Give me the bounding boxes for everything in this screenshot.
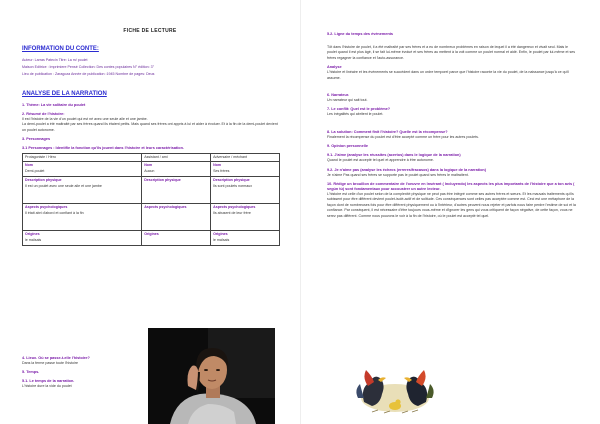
question-commentary: 10. Rédige un brouillon de commentaire de l'oeuvre en Insérant ( Incluyendo) les aspects les plus importants de l'histoire que a ton avis ( según tú) sont fondamentaux pour accoustrer un autre lecteur. xyxy=(327,182,575,192)
table-header-adversary: Adversaire / méchant xyxy=(211,153,280,161)
cell-value: Il était abri d'abord et confiant à la fin xyxy=(25,211,84,216)
analysis-text: L'histoire et linéaire et les événements se succèdent dans un ordre temporel parce que l'histoire raconte la vie du poulet, de la naissance jusqu'à ce qu'il assume. xyxy=(327,70,569,80)
cell-heading: Description physique xyxy=(144,178,181,183)
table-cell xyxy=(142,203,211,230)
table-cell xyxy=(23,203,142,230)
table-cell xyxy=(211,203,280,230)
question-summary: 2. Résumé de l'histoire: xyxy=(22,111,65,116)
meta-line-publisher: Maison Editrice : Imprimiere Pensé Collection: Des contes populaires N° édition: 3° xyxy=(22,64,155,69)
question-opinion: 9. Opinion personnelle xyxy=(327,144,368,149)
cell-heading: Description physique xyxy=(213,178,250,183)
summary-text-1: Il est l'histoire de la vie d'un poulet qui est né avec une seule aile et une jambe. xyxy=(22,116,148,121)
webcam-overlay xyxy=(148,328,275,424)
table-row xyxy=(23,230,280,245)
question-timeline: 5.2. Ligne du temps des événements xyxy=(327,32,394,36)
roosters-illustration xyxy=(352,358,438,418)
cell-heading: Nom xyxy=(25,163,33,168)
question-places: 4. Lieux. Où se passe-t-elle l'histoire? xyxy=(22,356,90,360)
commentary-text: L'histoire est celle d'un poulet selon de la complexité physique ne peut pas être intégré comme ses autres frères et sœurs. Et les mauvais traitements qu'ils subissent pour être différent devient poulet-isolé-actif et de solitude. Ces conséquences sont celles pas acceptée comme est. Ceci est une métaphore de la façon dont de nombreuses fois pour être différent physiquement ou à l'intérieur, d'autres peuvent nous rejeter et parfois nous faire perdre l'estime de soi et la confiance. Par conséquent, il est nécessaire d'être toujours vous-même et d'ignorer les gens qui vous critiquent de façon négative, de cette façon, vous ne serez pas différent. Comme nous pouvons le voir à la fin de l'histoire, où le poulet est accepté tel quel. xyxy=(327,192,576,218)
cell-value: Ils sont poulets normaux xyxy=(213,184,253,189)
table-cell xyxy=(211,230,280,245)
question-characters: 3. Personnages xyxy=(22,136,51,141)
question-dislike: 9.2. Je n'aime pas (analyse les échecs (erreres/fracasos) dans la logique de la narration) xyxy=(327,167,486,172)
cell-value: le maïsais xyxy=(213,238,230,243)
table-cell xyxy=(23,230,142,245)
table-row xyxy=(23,176,280,203)
cell-heading: Aspects psychologiques xyxy=(213,205,256,210)
cell-value: Aucun xyxy=(144,169,155,174)
cell-heading: Aspects psychologiques xyxy=(25,205,68,210)
table-header-protagonist: Protagoniste / Héro xyxy=(23,153,142,161)
cell-value: Ils abusent de leur frère xyxy=(213,211,251,216)
cell-value: Demi-poulet xyxy=(25,169,45,174)
cell-heading: Origines xyxy=(25,232,40,237)
question-time: 5. Temps. xyxy=(22,370,40,375)
cell-value: le maïsais xyxy=(25,238,42,243)
right-page xyxy=(300,0,600,424)
doc-title: FICHE DE LECTURE xyxy=(123,28,177,34)
analysis-heading: ANALYSE DE LA NARRATION xyxy=(22,90,107,97)
info-heading: INFORMATION DU CONTE: xyxy=(22,46,99,52)
cell-heading: Description physique xyxy=(25,178,62,183)
solution-text: Finalement la récompense du poulet est d'être accepté comme un frère pour les autres poulets. xyxy=(327,134,479,139)
webcam-person-image xyxy=(148,328,275,424)
places-text: Dans la ferme passe toute l'histoire xyxy=(22,361,79,365)
cell-heading: Nom xyxy=(213,163,222,168)
table-header-row xyxy=(23,153,280,161)
table-cell xyxy=(23,176,142,203)
table-cell xyxy=(211,176,280,203)
cell-heading: Origines xyxy=(144,232,159,237)
question-theme: 1. Thème: La vie solitaire du poulet xyxy=(22,102,86,107)
table-cell xyxy=(23,161,142,176)
table-header-assistant: Assistant / ami xyxy=(142,153,211,161)
like-text: Quand le poulet est accepté tel quel et apprendre à être autonome. xyxy=(327,158,434,163)
timeline-text: Tôt dans l'histoire de poulet, il a été maltraité par ses frères et a eu de nombreux problèmes en raison de lequel il a été dangereux et vivait seul. Mais le poulet quand il est plus âgé, il se fait lui-même évolué et ses frères au mettent à la voit comme un poulet normal et aidé. Enfin, le poulet par lui-même et ses frères regagner la confiance et l'auto-assurance. xyxy=(327,45,576,60)
cell-value: Ses frères xyxy=(213,169,230,174)
table-cell xyxy=(142,161,211,176)
narrator-text: Un narrateur qui sait tout. xyxy=(327,98,368,103)
table-row xyxy=(23,161,280,176)
summary-text-2: La demi-poulet a été maltraité par ses frères quand ils étaient petits. Mais quand ses frères ont appris à lui et aider à évoluer. Et à la fin de la demi-poulet devient un poulet autonome. xyxy=(22,122,278,132)
question-solution: 8. La solution: Comment finit l'histoire? Quelle est la récompense? xyxy=(327,129,448,134)
table-row xyxy=(23,203,280,230)
cell-heading: Nom xyxy=(144,163,153,168)
characters-table xyxy=(22,153,280,246)
table-cell xyxy=(211,161,280,176)
table-cell xyxy=(142,176,211,203)
question-like: 9.1. J'aime (analyse les réussites (acertos) dans le logique de la narration) xyxy=(327,153,461,158)
cell-heading: Aspects psychologiques xyxy=(144,205,187,210)
narration-time-text: L'histoire dure la vide du poulet xyxy=(22,384,72,389)
cell-heading: Origines xyxy=(213,232,228,237)
question-narration-time: 5.1. Le temps de la narration. xyxy=(22,379,75,384)
question-conflict: 7. Le conflit: Quel est le problème? xyxy=(327,107,391,112)
question-narrator: 6. Narrateur. xyxy=(327,93,350,98)
conflict-text: Les inégalités qui abritent le poulet. xyxy=(327,112,384,117)
question-characters-function: 3.1 Personnages : Identifie la fonction qu'ils jouent dans l'histoire et leurs caractérisation. xyxy=(22,145,184,150)
table-cell xyxy=(142,230,211,245)
dislike-text: Je n'aime Pas quand ses frères se supporte pas le poulet quand ses frères le maltraitent. xyxy=(327,172,469,177)
left-bottom-section xyxy=(22,352,142,390)
analysis-label: Analyse xyxy=(327,65,342,70)
meta-line-place: Lieu de publication : Zaragoza Année de publication :1945 Nombre de pages: Deus xyxy=(22,71,155,76)
meta-line-author: Auteur: Larras Patecin Titre: La m/ poulet xyxy=(22,58,88,62)
cell-value: Il est un poulet avec une seule aile et une jambe xyxy=(25,184,102,189)
